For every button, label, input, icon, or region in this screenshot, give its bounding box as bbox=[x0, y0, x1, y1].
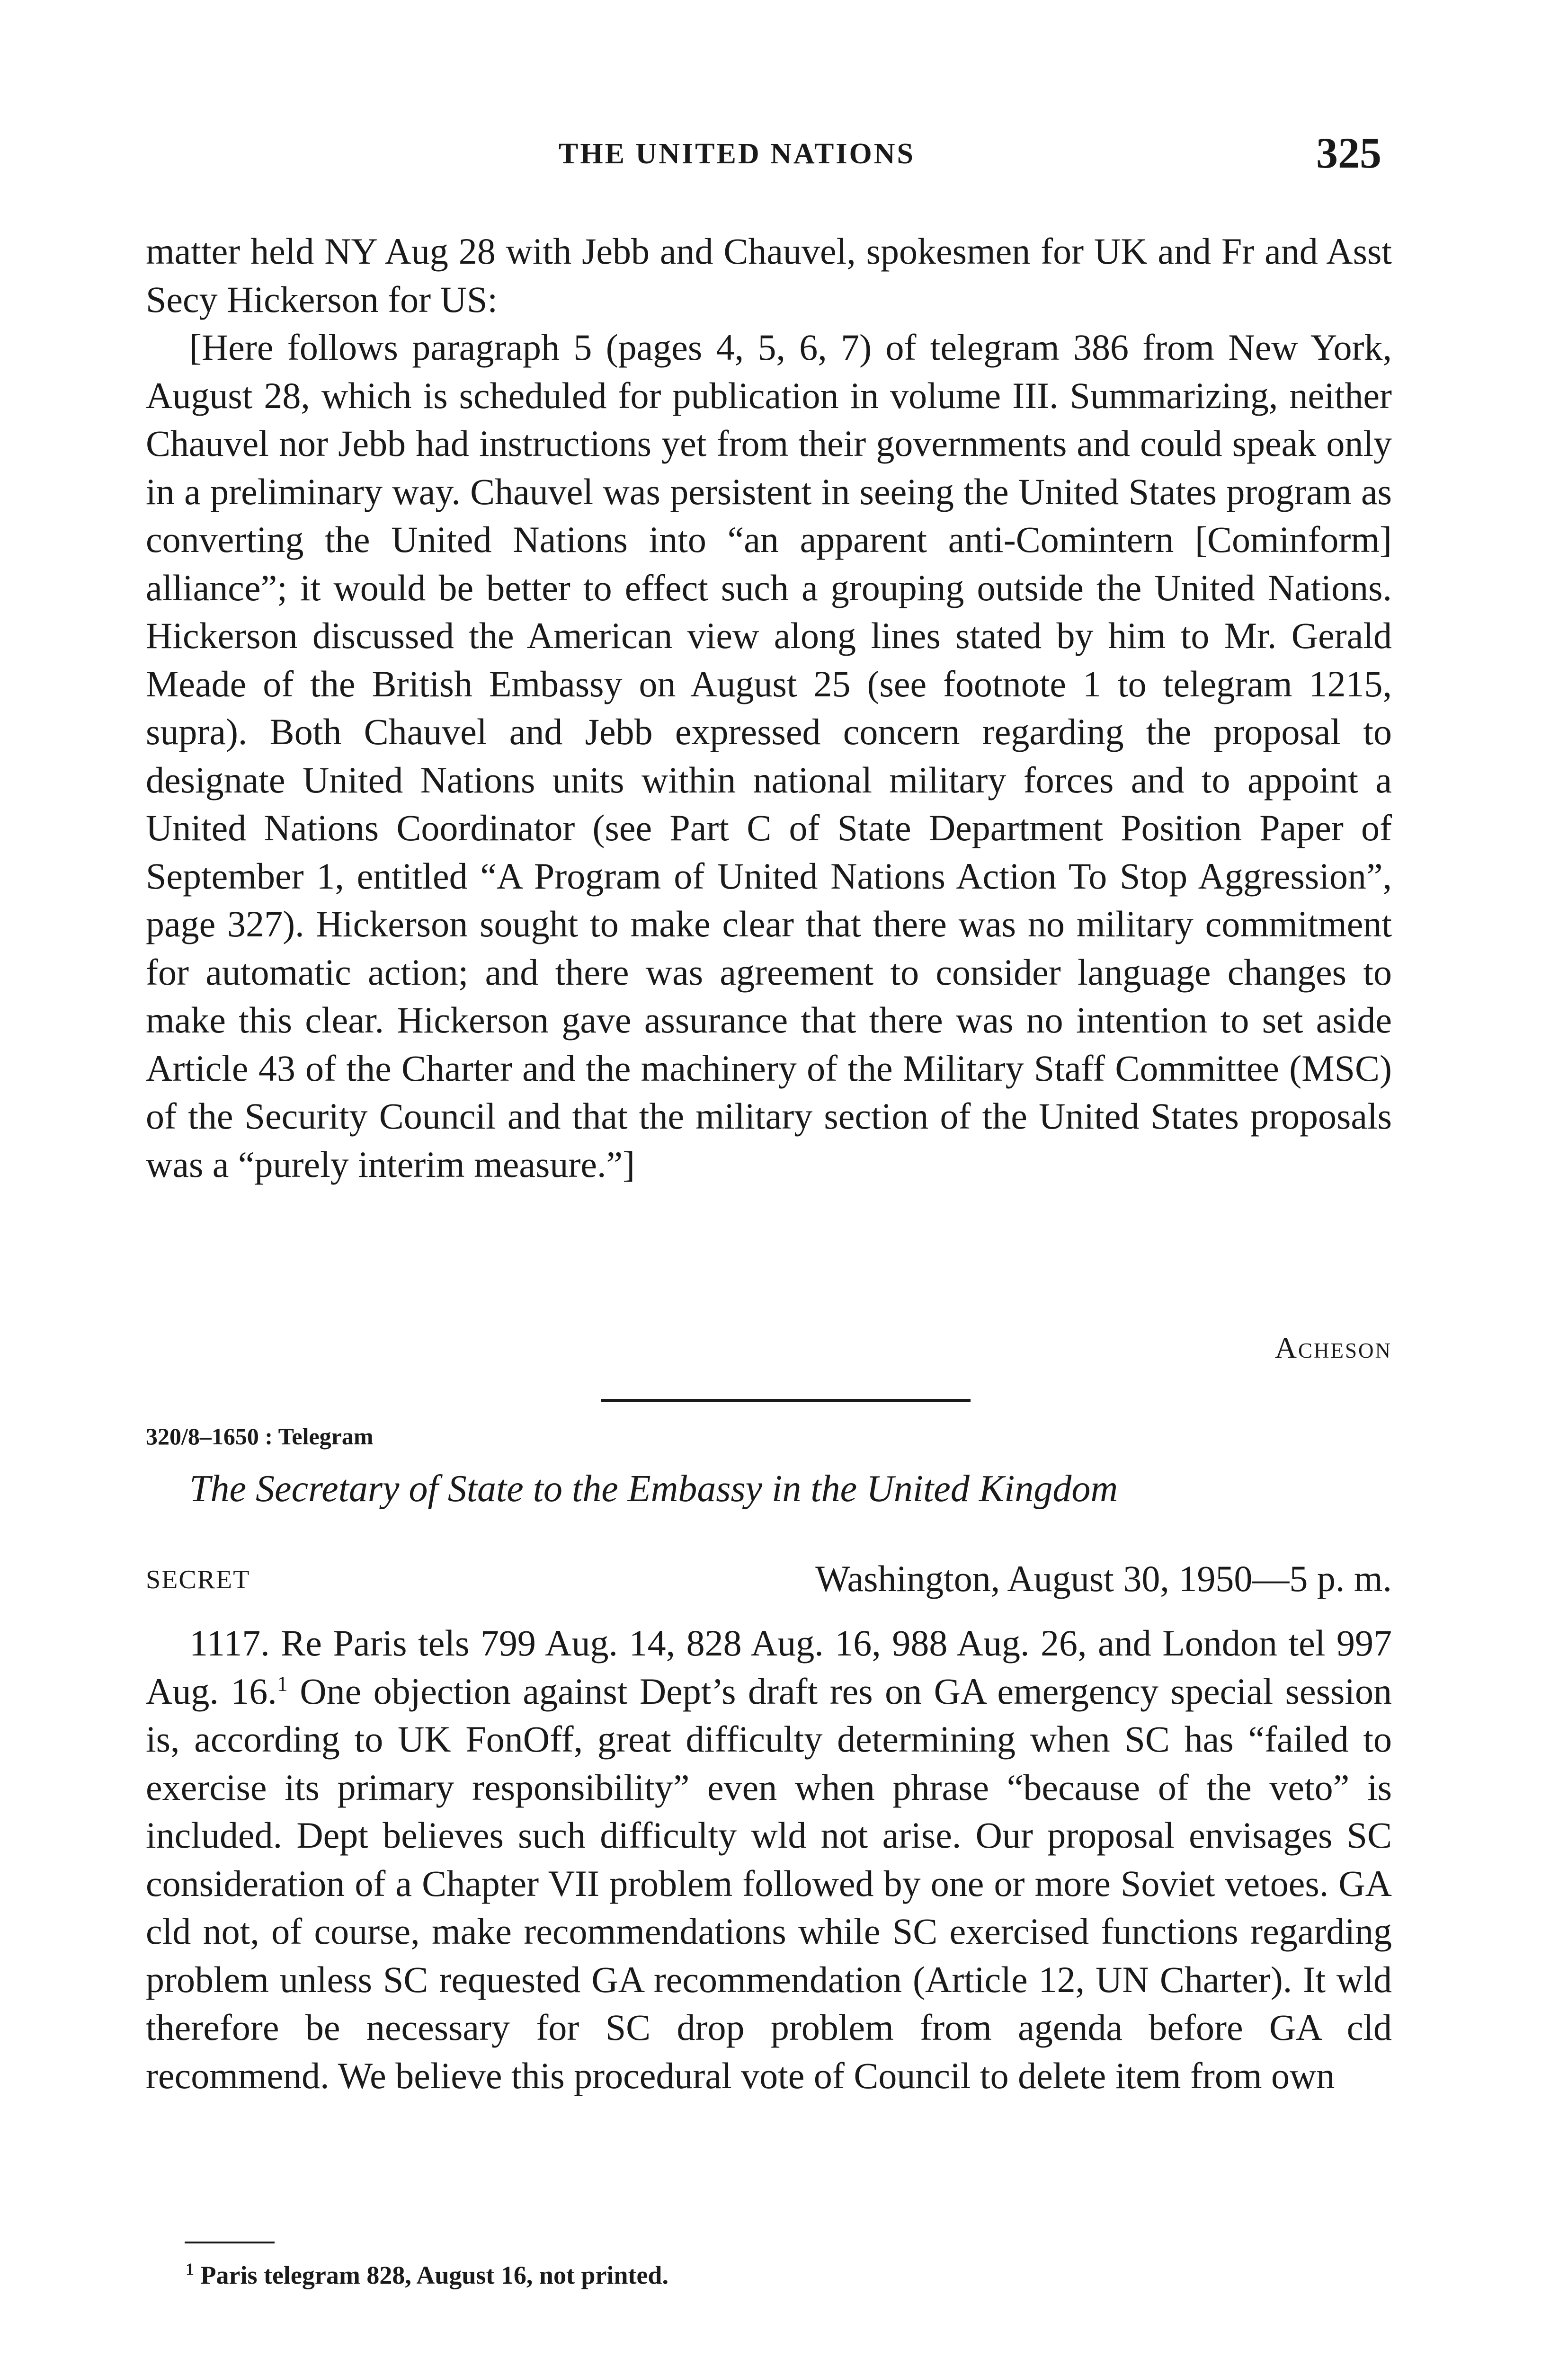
classification-label: SECRET bbox=[146, 1565, 250, 1594]
footnote-marker: 1 bbox=[186, 2260, 194, 2278]
telegram-body-start: 1117. Re Paris tels 799 Aug. 14, 828 Aug. 16, 988 Aug. 26, and London tel 997 Aug. 16. bbox=[146, 1622, 1392, 1712]
footnote bbox=[186, 2260, 668, 2290]
footnote-reference[interactable]: 1 bbox=[276, 1671, 288, 1696]
page-number: 325 bbox=[1316, 129, 1381, 177]
telegram-paragraph bbox=[146, 1619, 1392, 2100]
telegram-body-continued: One objection against Dept’s draft res on GA emergency special session is, according to UK FonOff, great difficulty determining when SC has “failed to exercise its primary responsibility” even when phrase “because of the veto” is included. Dept believes such difficulty wld not arise. Our proposal envisages SC consideration of a Chapter VII problem followed by one or more Soviet vetoes. GA cld not, of course, make recommendations while SC exercised functions regarding problem unless SC requested GA recommendation (Article 12, UN Charter). It wld therefore be necessary for SC drop problem from agenda before GA cld recommend. We believe this procedural vote of Council to delete item from own bbox=[146, 1670, 1392, 2096]
running-head: THE UNITED NATIONS bbox=[559, 138, 916, 170]
footnote-divider bbox=[185, 2242, 275, 2243]
dateline: Washington, August 30, 1950—5 p. m. bbox=[815, 1558, 1392, 1599]
section-divider bbox=[601, 1399, 971, 1402]
telegram-text bbox=[146, 1619, 1392, 2100]
file-reference: 320/8–1650 : Telegram bbox=[146, 1423, 374, 1450]
previous-document-text bbox=[146, 227, 1392, 1188]
paragraph: matter held NY Aug 28 with Jebb and Chauvel, spokesmen for UK and Fr and Asst Secy Hickerson for US: bbox=[146, 231, 1392, 320]
signature: Acheson bbox=[1274, 1331, 1392, 1364]
footnote-text: Paris telegram 828, August 16, not printed. bbox=[200, 2261, 668, 2289]
editorial-summary-paragraph: [Here follows paragraph 5 (pages 4, 5, 6, 7) of telegram 386 from New York, August 28, which is scheduled for publication in volume III. Summarizing, neither Chauvel nor Jebb had instructions yet from their governments and could speak only in a preliminary way. Chauvel was persistent in seeing the United States program as converting the United Nations into “an apparent anti-Comintern [Cominform] alliance”; it would be better to effect such a grouping outside the United Nations. Hickerson discussed the American view along lines stated by him to Mr. Gerald Meade of the British Embassy on August 25 (see footnote 1 to telegram 1215, supra). Both Chauvel and Jebb expressed concern regarding the proposal to designate United Nations units within national military forces and to appoint a United Nations Coordinator (see Part C of State Department Position Paper of September 1, entitled “A Program of United Nations Action To Stop Aggression”, page 327). Hickerson sought to make clear that there was no military commitment for automatic action; and there was agreement to consider language changes to make this clear. Hickerson gave assurance that there was no intention to set aside Article 43 of the Charter and the machinery of the Military Staff Committee (MSC) of the Security Council and that the military section of the United States proposals was a “purely interim measure.”] bbox=[146, 327, 1392, 1185]
document-title: The Secretary of State to the Embassy in the United Kingdom bbox=[189, 1468, 1118, 1510]
